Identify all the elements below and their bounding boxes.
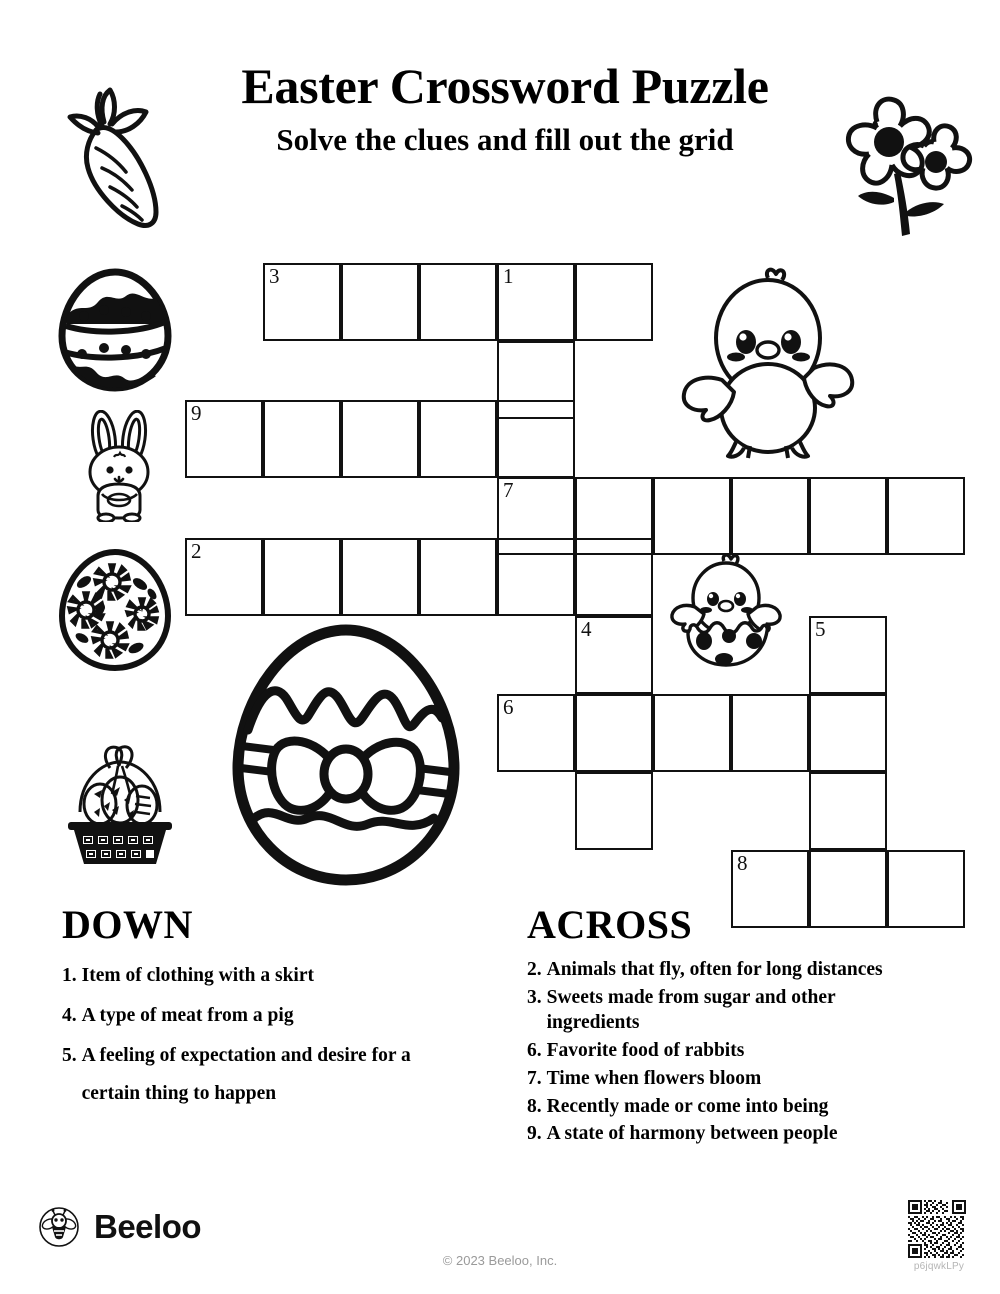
clue-number-5: 5: [815, 617, 826, 641]
clue-number: 3.: [527, 986, 542, 1008]
brand-logo: [38, 1206, 201, 1248]
clue-text: Favorite food of rabbits: [546, 1040, 745, 1062]
across-heading: ACROSS: [527, 902, 693, 947]
clue-item: [527, 1038, 927, 1064]
clue-text: Recently made or come into being: [546, 1095, 829, 1117]
qr-code-icon: [908, 1200, 966, 1258]
clue-item: [527, 957, 927, 983]
clue-number: 7.: [527, 1067, 542, 1089]
clue-number-6: 6: [503, 695, 514, 719]
clue-text: A feeling of expectation and desire for a certain thing to happen: [81, 1045, 411, 1105]
grid-cell[interactable]: [263, 263, 341, 341]
clue-text: Item of clothing with a skirt: [81, 965, 314, 986]
grid-cell[interactable]: [263, 538, 341, 616]
across-column: [527, 902, 927, 1149]
grid-cell[interactable]: [419, 263, 497, 341]
grid-cell[interactable]: [575, 538, 653, 616]
down-heading: DOWN: [62, 902, 193, 947]
brand-name: Beeloo: [94, 1208, 202, 1245]
grid-cell[interactable]: [419, 538, 497, 616]
grid-cell[interactable]: [809, 616, 887, 694]
down-column: [62, 902, 462, 1115]
grid-cell[interactable]: [575, 772, 653, 850]
grid-cell[interactable]: [497, 400, 575, 478]
clue-number: 9.: [527, 1123, 542, 1145]
clue-number-4: 4: [581, 617, 592, 641]
grid-cell[interactable]: [497, 694, 575, 772]
clue-text: A type of meat from a pig: [81, 1005, 294, 1027]
page-footer: [0, 1195, 1000, 1294]
grid-cell[interactable]: [185, 400, 263, 478]
grid-cell[interactable]: [341, 400, 419, 478]
clue-number: 4.: [62, 1005, 77, 1027]
clue-item: [527, 1066, 927, 1092]
across-clue-list: [527, 957, 927, 1147]
copyright-text: © 2023 Beeloo, Inc.: [442, 1253, 558, 1268]
qr-block: [908, 1200, 970, 1272]
grid-cell[interactable]: [809, 694, 887, 772]
clue-item: [62, 957, 462, 995]
grid-cell[interactable]: [887, 477, 965, 555]
grid-cell[interactable]: [653, 477, 731, 555]
grid-cell[interactable]: [185, 538, 263, 616]
clue-number-3: 3: [269, 264, 280, 288]
clue-text: Time when flowers bloom: [546, 1067, 762, 1089]
clue-number-1: 1: [503, 264, 514, 288]
bee-logo-icon: [38, 1206, 80, 1248]
clue-item: [527, 1094, 927, 1120]
clue-item: [527, 1121, 927, 1147]
clue-item: [62, 997, 462, 1035]
clue-item: [527, 985, 927, 1036]
clue-number: 6.: [527, 1040, 542, 1062]
grid-cell[interactable]: [653, 694, 731, 772]
grid-cell[interactable]: [341, 263, 419, 341]
clue-text: A state of harmony between people: [546, 1123, 838, 1145]
clue-item: [62, 1037, 462, 1113]
grid-cell[interactable]: [575, 694, 653, 772]
clue-text: Animals that fly, often for long distances: [546, 959, 883, 980]
grid-cell[interactable]: [263, 400, 341, 478]
grid-cell[interactable]: [575, 263, 653, 341]
clue-number: 5.: [62, 1045, 77, 1067]
clue-number: 2.: [527, 959, 542, 980]
down-clue-list: [62, 957, 462, 1113]
grid-cell[interactable]: [497, 263, 575, 341]
grid-cell[interactable]: [809, 477, 887, 555]
clue-number: 8.: [527, 1095, 542, 1117]
grid-cell[interactable]: [731, 477, 809, 555]
clue-number-9: 9: [191, 401, 202, 425]
grid-cell[interactable]: [809, 772, 887, 850]
grid-cell[interactable]: [497, 538, 575, 616]
grid-cell[interactable]: [341, 538, 419, 616]
grid-cell[interactable]: [731, 694, 809, 772]
page-subtitle: Solve the clues and fill out the grid: [276, 121, 734, 157]
grid-cell[interactable]: [419, 400, 497, 478]
clue-number: 1.: [62, 965, 77, 986]
qr-label: p6jqwkLPy: [913, 1261, 965, 1272]
grid-cell[interactable]: [575, 616, 653, 694]
clue-number-8: 8: [737, 851, 748, 875]
clue-number-2: 2: [191, 539, 202, 563]
page-title: Easter Crossword Puzzle: [241, 58, 769, 114]
clue-text: Sweets made from sugar and other ingredients: [546, 986, 836, 1034]
clue-number-7: 7: [503, 478, 514, 502]
